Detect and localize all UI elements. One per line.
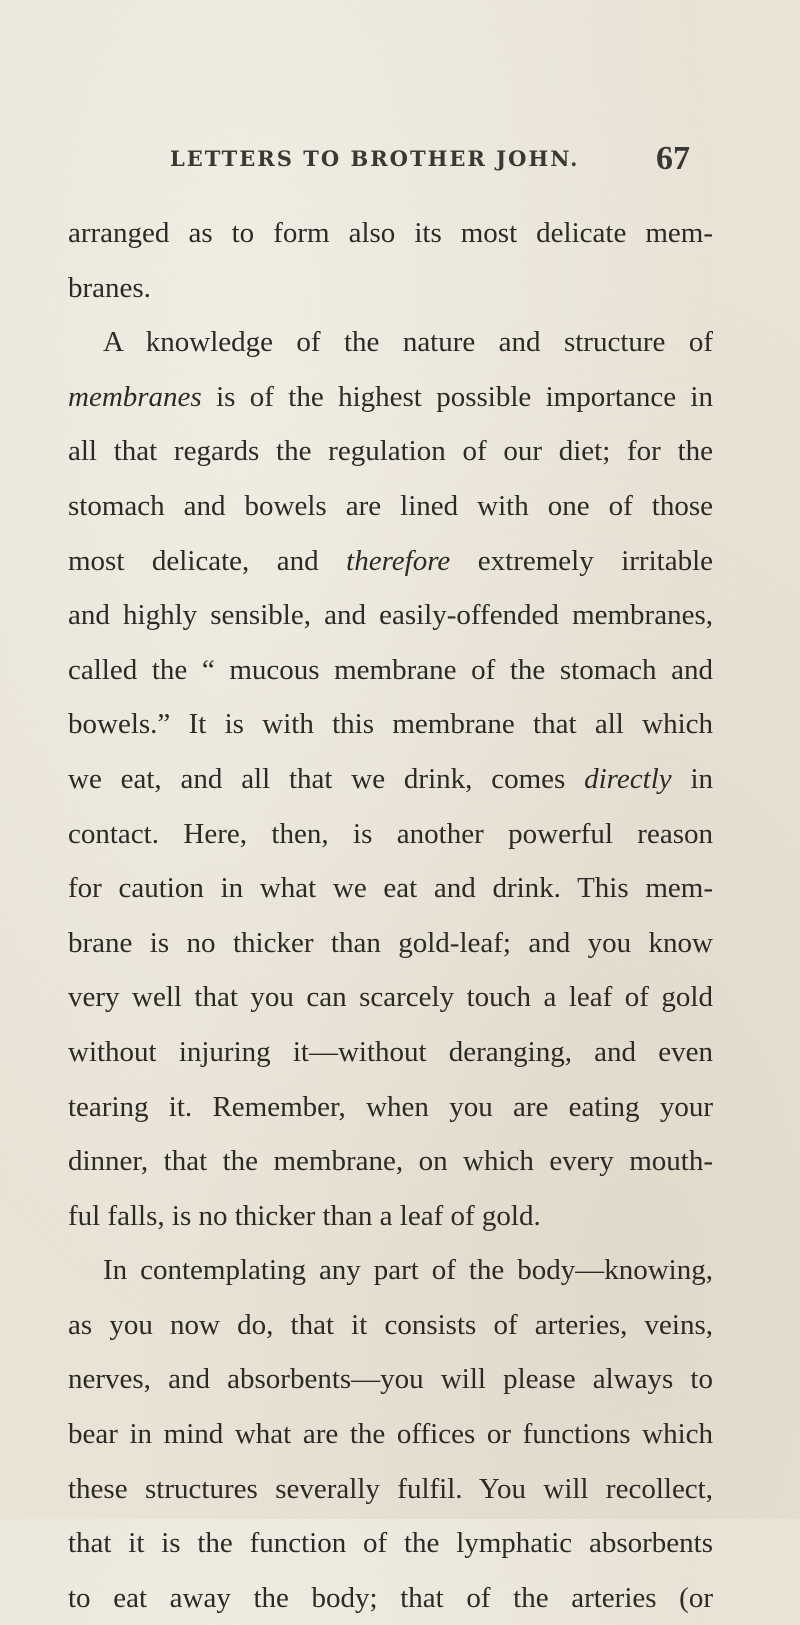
text-span: as you now do, that it consists of arteries, veins, [68, 1308, 713, 1341]
text-span: bear in mind what are the offices or functions which [68, 1418, 713, 1451]
italic-text: membranes [68, 380, 202, 413]
italic-text: directly [584, 762, 672, 795]
text-span: these structures severally fulfil. You will recollect, [68, 1472, 713, 1505]
body-text [68, 206, 713, 1625]
text-span: is of the highest possible importance in [201, 380, 713, 413]
text-line [68, 1407, 713, 1462]
text-span: brane is no thicker than gold-leaf; and you know [68, 926, 713, 959]
text-span: bowels.” It is with this membrane that all which [68, 708, 713, 741]
text-span: extremely irritable [450, 544, 713, 577]
text-line [68, 1352, 713, 1407]
running-title: LETTERS TO BROTHER JOHN. [170, 146, 580, 171]
text-span: very well that you can scarcely touch a leaf of gold [68, 981, 713, 1014]
text-line [68, 424, 713, 479]
text-line [68, 1298, 713, 1353]
italic-text: therefore [346, 544, 451, 577]
text-line [68, 916, 713, 971]
text-line [68, 479, 713, 534]
text-line [68, 206, 713, 261]
text-line [68, 1462, 713, 1517]
text-span: all that regards the regulation of our diet; for the [68, 435, 713, 468]
text-line [68, 315, 713, 370]
text-span: In contemplating any part of the body—knowing, [103, 1254, 713, 1287]
text-span: A knowledge of the nature and structure of [103, 326, 713, 359]
text-line [68, 807, 713, 862]
page-number: 67 [656, 140, 690, 177]
text-span: that it is the function of the lymphatic absorbents [68, 1527, 713, 1560]
text-line [68, 1571, 713, 1625]
text-line [68, 752, 713, 807]
text-span: stomach and bowels are lined with one of those [68, 489, 713, 522]
text-span: and highly sensible, and easily-offended membranes, [68, 599, 713, 632]
text-span: called the “ mucous membrane of the stomach and [68, 653, 713, 686]
text-span: ful falls, is no thicker than a leaf of gold. [68, 1199, 541, 1232]
text-line [68, 1189, 713, 1244]
text-span: to eat away the body; that of the arteries (or [68, 1581, 713, 1614]
text-span: dinner, that the membrane, on which every mouth- [68, 1145, 713, 1178]
running-head [170, 140, 690, 180]
text-span: branes. [68, 271, 151, 304]
text-line [68, 1080, 713, 1135]
text-line [68, 588, 713, 643]
text-line [68, 861, 713, 916]
text-span: without injuring it—without deranging, and even [68, 1035, 713, 1068]
text-line [68, 1134, 713, 1189]
text-span: nerves, and absorbents—you will please always to [68, 1363, 713, 1396]
text-span: we eat, and all that we drink, comes [68, 762, 585, 795]
text-line [68, 534, 713, 589]
text-line [68, 370, 713, 425]
text-span: in [671, 762, 713, 795]
text-span: arranged as to form also its most delicate mem- [68, 217, 713, 249]
text-line [68, 643, 713, 698]
text-line [68, 261, 713, 316]
text-span: contact. Here, then, is another powerful reason [68, 817, 713, 850]
text-line [68, 1243, 713, 1298]
text-line [68, 1025, 713, 1080]
text-span: most delicate, and [68, 544, 347, 577]
text-line [68, 1516, 713, 1571]
text-line [68, 697, 713, 752]
text-span: for caution in what we eat and drink. This mem- [68, 872, 713, 905]
text-line [68, 970, 713, 1025]
text-span: tearing it. Remember, when you are eating your [68, 1090, 713, 1123]
